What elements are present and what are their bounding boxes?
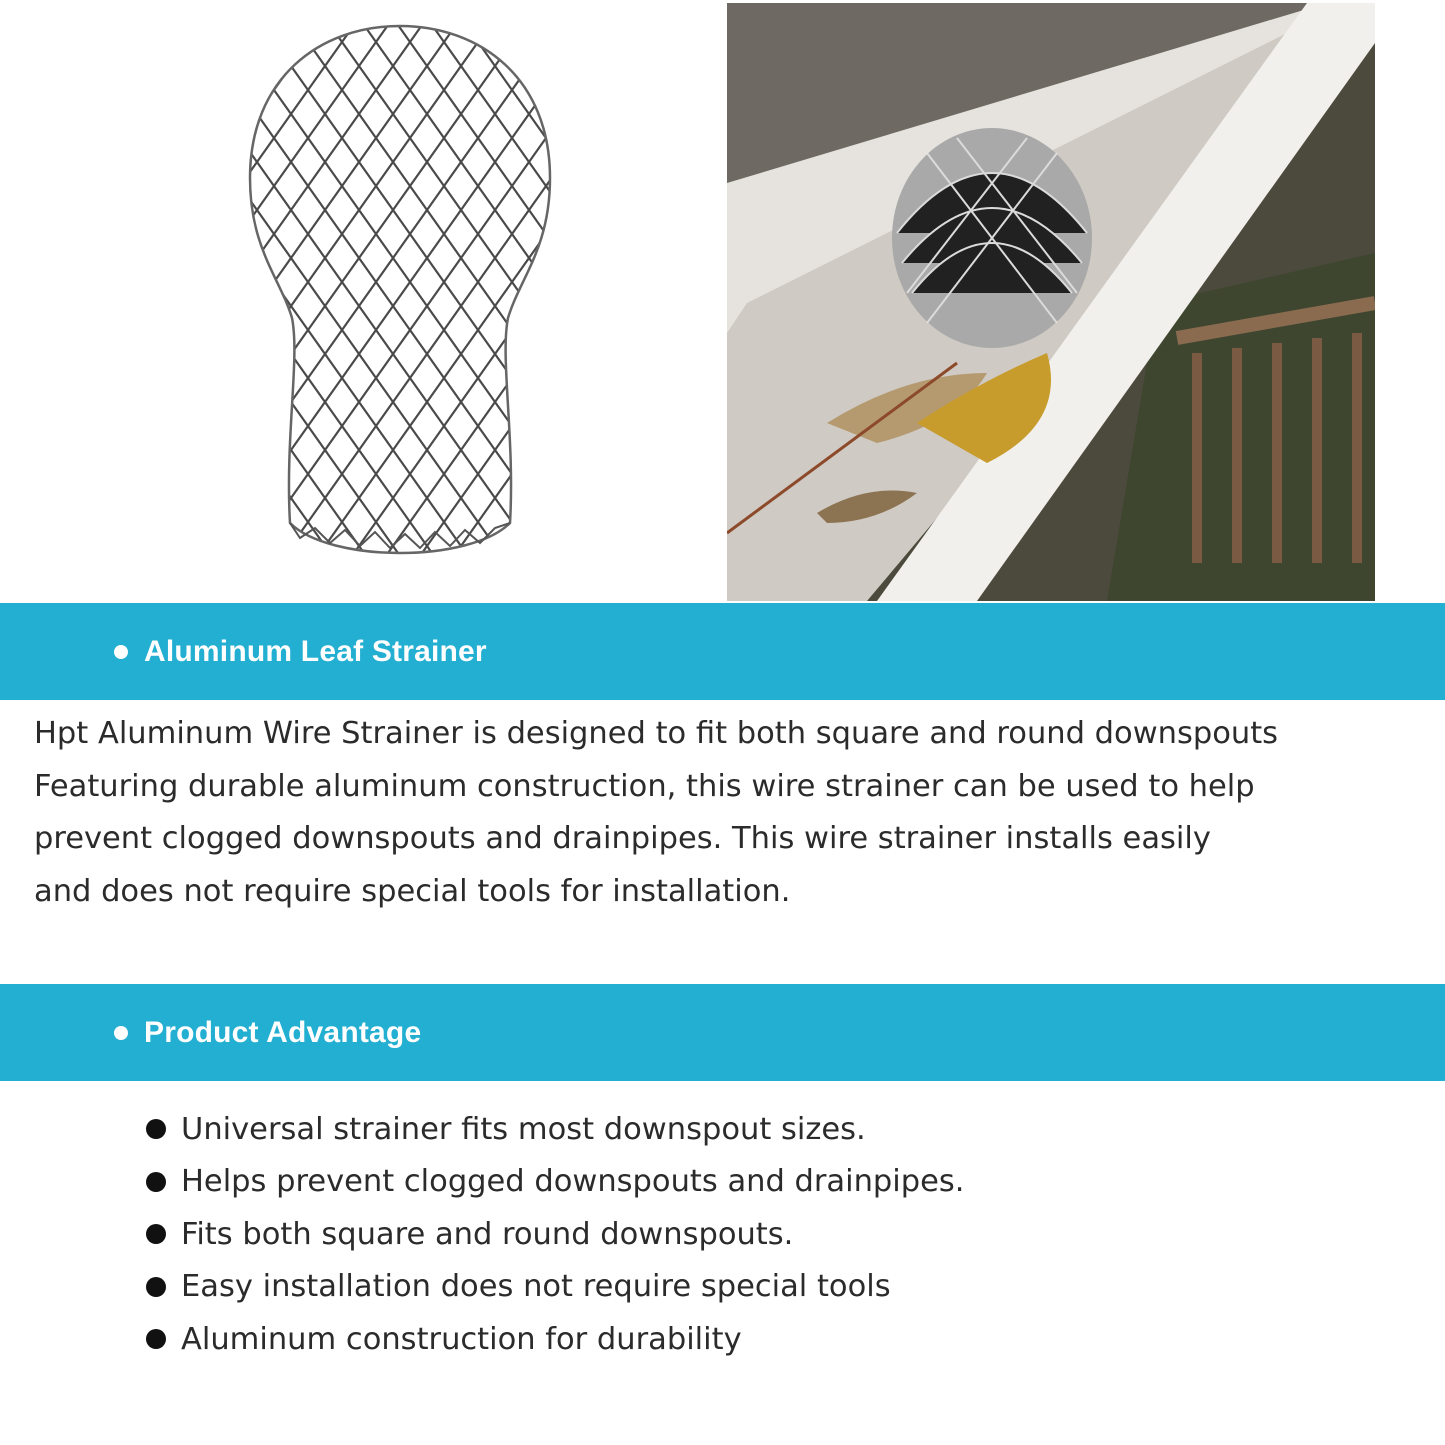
list-item-text: Fits both square and round downspouts.: [181, 1216, 794, 1252]
strainer-product-image: [240, 18, 560, 590]
bullet-icon: [114, 1026, 128, 1040]
list-item: [146, 1261, 964, 1314]
gutter-installation-photo: [727, 3, 1375, 601]
description-line: and does not require special tools for installation.: [34, 873, 791, 909]
section-header-product-advantage: [0, 984, 1445, 1081]
list-item-text: Aluminum construction for durability: [181, 1321, 742, 1357]
list-item-text: Universal strainer fits most downspout sizes.: [181, 1111, 866, 1147]
bullet-icon: [146, 1224, 166, 1244]
bullet-icon: [146, 1277, 166, 1297]
bullet-icon: [146, 1172, 166, 1192]
bullet-icon: [146, 1119, 166, 1139]
list-item: [146, 1156, 964, 1209]
bullet-icon: [114, 645, 128, 659]
description-line: Hpt Aluminum Wire Strainer is designed to fit both square and round downspouts: [34, 716, 1279, 751]
description-line: prevent clogged downspouts and drainpipes. This wire strainer installs easily: [34, 821, 1211, 856]
section-title: Aluminum Leaf Strainer: [144, 634, 487, 668]
section-title: Product Advantage: [144, 1015, 422, 1049]
list-item: [146, 1103, 964, 1156]
list-item-text: Helps prevent clogged downspouts and drainpipes.: [181, 1164, 965, 1200]
list-item-text: Easy installation does not require special tools: [181, 1269, 891, 1305]
description-line: Featuring durable aluminum construction, this wire strainer can be used to help: [34, 768, 1255, 804]
advantage-list: [146, 1103, 964, 1366]
product-description: [34, 708, 1424, 918]
section-header-aluminum-leaf-strainer: [0, 603, 1445, 700]
bullet-icon: [146, 1329, 166, 1349]
list-item: [146, 1313, 964, 1366]
list-item: [146, 1208, 964, 1261]
